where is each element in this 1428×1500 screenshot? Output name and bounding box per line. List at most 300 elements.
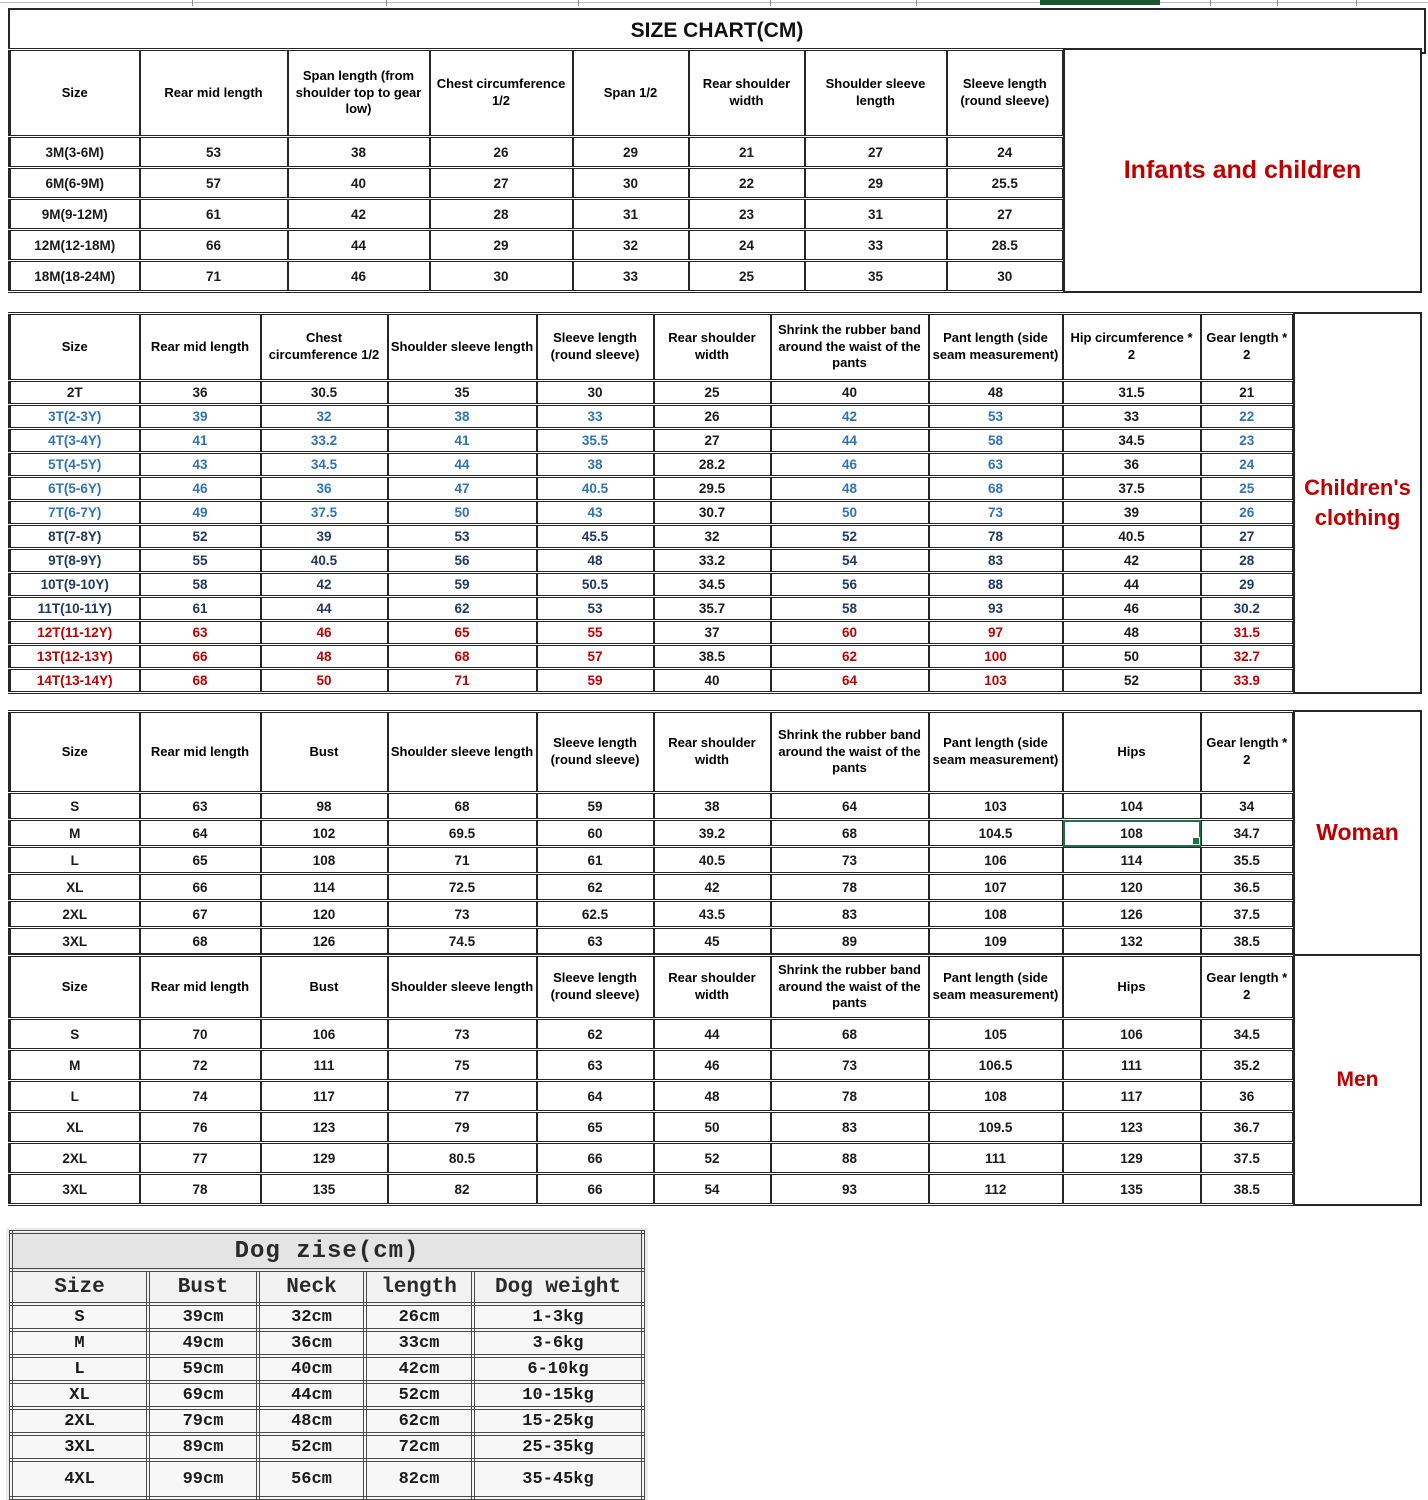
size-label-cell: S (10, 793, 140, 820)
value-cell: 83 (771, 1112, 929, 1143)
woman-size-table (8, 710, 1295, 956)
value-cell: 48 (537, 549, 654, 573)
value-cell: 32 (261, 405, 388, 429)
value-cell: 3-6kg (473, 1330, 643, 1356)
column-header: Rear shoulder width (654, 956, 771, 1019)
value-cell: 36 (140, 381, 261, 405)
value-cell: 65 (537, 1112, 654, 1143)
value-cell: 47 (388, 477, 537, 501)
value-cell: 49cm (148, 1330, 258, 1356)
column-header: Rear mid length (140, 956, 261, 1019)
column-header: Bust (148, 1270, 258, 1304)
selection-border-remnant (1040, 0, 1160, 5)
value-cell: 35.5 (537, 429, 654, 453)
value-cell: 58 (771, 597, 929, 621)
value-cell: 50 (1063, 645, 1201, 669)
column-header: Hip circumference * 2 (1063, 314, 1201, 381)
value-cell: 32.7 (1201, 645, 1294, 669)
value-cell: 88 (929, 573, 1063, 597)
value-cell: 97 (929, 621, 1063, 645)
value-cell: 35 (388, 381, 537, 405)
value-cell: 108 (261, 847, 388, 874)
value-cell: 48 (771, 477, 929, 501)
value-cell: 59cm (148, 1356, 258, 1382)
value-cell: 79cm (148, 1408, 258, 1434)
gridline-tick (1277, 0, 1278, 6)
value-cell: 76 (140, 1112, 261, 1143)
size-label-cell: L (10, 1081, 140, 1112)
value-cell: 27 (654, 429, 771, 453)
value-cell: 35.7 (654, 597, 771, 621)
value-cell: 78 (140, 1174, 261, 1205)
value-cell: 45 (654, 928, 771, 955)
value-cell: 107 (929, 874, 1063, 901)
value-cell: 73 (388, 901, 537, 928)
value-cell: 59 (537, 793, 654, 820)
value-cell: 61 (140, 199, 288, 230)
value-cell: 35 (805, 261, 947, 292)
value-cell: 50 (654, 1112, 771, 1143)
gridline-tick (578, 0, 579, 6)
column-header: Sleeve length (round sleeve) (537, 712, 654, 793)
value-cell: 29 (430, 230, 573, 261)
value-cell: 44 (288, 230, 430, 261)
value-cell: 39 (140, 405, 261, 429)
value-cell: 33cm (365, 1330, 473, 1356)
table-row (10, 793, 1294, 820)
spreadsheet-gridline (0, 2, 1428, 3)
value-cell: 70 (140, 1019, 261, 1050)
value-cell: 15-25kg (473, 1408, 643, 1434)
value-cell: 37.5 (1201, 1143, 1294, 1174)
men-size-table (8, 954, 1295, 1206)
value-cell: 106 (1063, 1019, 1201, 1050)
column-header: Gear length * 2 (1201, 956, 1294, 1019)
value-cell: 102 (261, 820, 388, 847)
column-header: Sleeve length (round sleeve) (537, 956, 654, 1019)
value-cell: 63 (537, 928, 654, 955)
value-cell: 23 (1201, 429, 1294, 453)
value-cell: 74 (140, 1081, 261, 1112)
value-cell: 25.5 (947, 168, 1064, 199)
value-cell: 98 (261, 793, 388, 820)
column-header: Bust (261, 956, 388, 1019)
value-cell: 41 (388, 429, 537, 453)
table-row (10, 874, 1294, 901)
table-row (11, 1304, 643, 1330)
value-cell: 25 (1201, 477, 1294, 501)
column-header: Size (10, 50, 140, 137)
value-cell: 42 (771, 405, 929, 429)
table-row (10, 1174, 1294, 1205)
size-label-cell: XL (10, 874, 140, 901)
table-row (11, 1408, 643, 1434)
value-cell: 40.5 (1063, 525, 1201, 549)
value-cell: 126 (261, 928, 388, 955)
value-cell: 48 (1063, 621, 1201, 645)
value-cell: 60 (537, 820, 654, 847)
infants-section (8, 48, 1422, 293)
value-cell: 42 (261, 573, 388, 597)
value-cell: 77 (388, 1081, 537, 1112)
value-cell: 48 (929, 381, 1063, 405)
size-label-cell: S (11, 1304, 148, 1330)
value-cell: 55 (140, 549, 261, 573)
column-header: Rear mid length (140, 314, 261, 381)
value-cell: 105 (929, 1019, 1063, 1050)
size-label-cell: 9M(9-12M) (10, 199, 140, 230)
value-cell: 40.5 (261, 549, 388, 573)
table-row (10, 820, 1294, 847)
value-cell: 64 (771, 793, 929, 820)
value-cell: 35.2 (1201, 1050, 1294, 1081)
value-cell: 27 (1201, 525, 1294, 549)
value-cell: 106 (261, 1019, 388, 1050)
column-header: Rear shoulder width (689, 50, 805, 137)
size-label-cell: 9T(8-9Y) (10, 549, 140, 573)
column-header: Hips (1063, 956, 1201, 1019)
value-cell: 30 (947, 261, 1064, 292)
value-cell: 73 (388, 1019, 537, 1050)
gridline-tick (916, 0, 917, 6)
value-cell: 44 (771, 429, 929, 453)
value-cell: 53 (140, 137, 288, 168)
value-cell: 37.5 (1063, 477, 1201, 501)
value-cell: 75 (388, 1050, 537, 1081)
table-row (10, 1050, 1294, 1081)
value-cell: 69.5 (388, 820, 537, 847)
value-cell: 27 (947, 199, 1064, 230)
value-cell: 22 (1201, 405, 1294, 429)
column-header: Shoulder sleeve length (805, 50, 947, 137)
value-cell: 50 (261, 669, 388, 693)
value-cell: 93 (929, 597, 1063, 621)
value-cell: 68 (388, 793, 537, 820)
size-label-cell: L (10, 847, 140, 874)
column-header: Shoulder sleeve length (388, 712, 537, 793)
size-label-cell: 11T(10-11Y) (10, 597, 140, 621)
table-row (11, 1382, 643, 1408)
value-cell: 73 (771, 847, 929, 874)
column-header: Hips (1063, 712, 1201, 793)
value-cell: 123 (261, 1112, 388, 1143)
table-row (11, 1356, 643, 1382)
table-row (10, 1143, 1294, 1174)
table-row (10, 549, 1294, 573)
value-cell: 65 (140, 847, 261, 874)
children-section-label: Children's clothing (1293, 312, 1422, 694)
table-row (10, 669, 1294, 693)
value-cell: 120 (1063, 874, 1201, 901)
value-cell: 50.5 (537, 573, 654, 597)
value-cell: 32 (573, 230, 689, 261)
value-cell: 21 (1201, 381, 1294, 405)
value-cell: 68 (140, 928, 261, 955)
value-cell: 52 (771, 525, 929, 549)
column-header: Shrink the rubber band around the waist of the pants (771, 956, 929, 1019)
column-header: Rear mid length (140, 712, 261, 793)
gridline-tick (192, 0, 193, 6)
value-cell: 88 (771, 1143, 929, 1174)
value-cell: 23 (689, 199, 805, 230)
value-cell: 30.2 (1201, 597, 1294, 621)
value-cell: 48 (261, 645, 388, 669)
value-cell: 34.5 (1201, 1019, 1294, 1050)
value-cell: 22 (689, 168, 805, 199)
value-cell: 68 (929, 477, 1063, 501)
value-cell: 49 (140, 501, 261, 525)
column-header: Rear shoulder width (654, 712, 771, 793)
infants-section-label: Infants and children (1063, 48, 1422, 293)
size-label-cell: 12T(11-12Y) (10, 621, 140, 645)
value-cell: 50 (388, 501, 537, 525)
value-cell: 120 (261, 901, 388, 928)
value-cell: 129 (1063, 1143, 1201, 1174)
value-cell: 67 (140, 901, 261, 928)
column-header: Neck (258, 1270, 365, 1304)
size-label-cell: 7T(6-7Y) (10, 501, 140, 525)
children-size-table (8, 312, 1295, 694)
column-header: Size (11, 1270, 148, 1304)
value-cell: 62.5 (537, 901, 654, 928)
value-cell: 99cm (148, 1460, 258, 1498)
value-cell: 63 (929, 453, 1063, 477)
value-cell: 28 (430, 199, 573, 230)
value-cell: 77 (140, 1143, 261, 1174)
column-header: Span length (from shoulder top to gear low) (288, 50, 430, 137)
value-cell: 93 (771, 1174, 929, 1205)
table-row (10, 477, 1294, 501)
table-row (10, 621, 1294, 645)
value-cell: 43 (140, 453, 261, 477)
value-cell: 24 (947, 137, 1064, 168)
value-cell: 56 (388, 549, 537, 573)
column-header: Size (10, 314, 140, 381)
value-cell: 62 (537, 874, 654, 901)
dog-size-table (9, 1230, 645, 1500)
value-cell: 66 (537, 1143, 654, 1174)
value-cell: 28.2 (654, 453, 771, 477)
value-cell: 68 (771, 820, 929, 847)
column-header: Gear length * 2 (1201, 314, 1294, 381)
value-cell: 109 (929, 928, 1063, 955)
value-cell: 40 (654, 669, 771, 693)
value-cell: 54 (654, 1174, 771, 1205)
value-cell: 25-35kg (473, 1434, 643, 1460)
size-label-cell: M (10, 820, 140, 847)
value-cell: 54 (771, 549, 929, 573)
value-cell: 33 (805, 230, 947, 261)
size-label-cell: 4T(3-4Y) (10, 429, 140, 453)
value-cell: 63 (140, 793, 261, 820)
value-cell: 61 (537, 847, 654, 874)
value-cell: 36.7 (1201, 1112, 1294, 1143)
size-label-cell: L (11, 1356, 148, 1382)
gridline-tick (1356, 0, 1357, 6)
value-cell: 39.2 (654, 820, 771, 847)
value-cell: 33.2 (261, 429, 388, 453)
table-row (10, 525, 1294, 549)
value-cell: 37 (654, 621, 771, 645)
value-cell: 29 (1201, 573, 1294, 597)
table-row (10, 573, 1294, 597)
table-row (10, 453, 1294, 477)
value-cell: 82 (388, 1174, 537, 1205)
value-cell: 111 (1063, 1050, 1201, 1081)
column-header: Chest circumference 1/2 (261, 314, 388, 381)
value-cell: 38 (288, 137, 430, 168)
value-cell: 135 (1063, 1174, 1201, 1205)
value-cell: 103 (929, 793, 1063, 820)
size-label-cell: 3M(3-6M) (10, 137, 140, 168)
value-cell: 10-15kg (473, 1382, 643, 1408)
column-header: Pant length (side seam measurement) (929, 712, 1063, 793)
value-cell: 35.5 (1201, 847, 1294, 874)
men-section-label: Men (1293, 954, 1422, 1206)
value-cell: 26 (1201, 501, 1294, 525)
value-cell: 31 (805, 199, 947, 230)
value-cell: 39 (261, 525, 388, 549)
size-label-cell: 3XL (10, 928, 140, 955)
value-cell: 64 (771, 669, 929, 693)
value-cell: 68 (771, 1019, 929, 1050)
value-cell: 123 (1063, 1112, 1201, 1143)
table-row (11, 1460, 643, 1498)
value-cell: 63 (537, 1050, 654, 1081)
value-cell: 35-45kg (473, 1460, 643, 1498)
value-cell: 43.5 (654, 901, 771, 928)
value-cell: 33 (1063, 405, 1201, 429)
gridline-tick (1210, 0, 1211, 6)
value-cell: 39 (1063, 501, 1201, 525)
value-cell: 56 (771, 573, 929, 597)
value-cell: 38.5 (1201, 1174, 1294, 1205)
value-cell: 64 (537, 1081, 654, 1112)
value-cell: 59 (537, 669, 654, 693)
value-cell: 62cm (365, 1408, 473, 1434)
size-label-cell: XL (10, 1112, 140, 1143)
value-cell: 135 (261, 1174, 388, 1205)
value-cell: 68 (388, 645, 537, 669)
value-cell: 34 (1201, 793, 1294, 820)
value-cell: 71 (388, 669, 537, 693)
value-cell: 73 (929, 501, 1063, 525)
value-cell: 55 (537, 621, 654, 645)
woman-section (8, 710, 1422, 956)
value-cell: 109.5 (929, 1112, 1063, 1143)
value-cell: 46 (288, 261, 430, 292)
value-cell: 48cm (258, 1408, 365, 1434)
value-cell: 40.5 (654, 847, 771, 874)
value-cell: 71 (140, 261, 288, 292)
value-cell: 30 (573, 168, 689, 199)
value-cell: 72cm (365, 1434, 473, 1460)
value-cell: 38.5 (654, 645, 771, 669)
value-cell: 44cm (258, 1382, 365, 1408)
value-cell: 114 (1063, 847, 1201, 874)
table-row (10, 405, 1294, 429)
value-cell: 30.5 (261, 381, 388, 405)
value-cell: 53 (929, 405, 1063, 429)
table-row (10, 381, 1294, 405)
size-label-cell: 3T(2-3Y) (10, 405, 140, 429)
table-row (10, 847, 1294, 874)
value-cell: 44 (261, 597, 388, 621)
size-label-cell: 2XL (10, 901, 140, 928)
value-cell: 42 (1063, 549, 1201, 573)
value-cell: 66 (537, 1174, 654, 1205)
size-label-cell: 13T(12-13Y) (10, 645, 140, 669)
value-cell: 65 (388, 621, 537, 645)
value-cell: 24 (689, 230, 805, 261)
table-row (10, 1112, 1294, 1143)
value-cell: 63 (140, 621, 261, 645)
table-row (10, 645, 1294, 669)
value-cell: 53 (388, 525, 537, 549)
page-title: SIZE CHART(CM) (8, 8, 1426, 54)
value-cell: 31 (573, 199, 689, 230)
value-cell: 71 (388, 847, 537, 874)
value-cell: 57 (537, 645, 654, 669)
value-cell: 66 (140, 874, 261, 901)
column-header: Chest circumference 1/2 (430, 50, 573, 137)
value-cell: 78 (771, 874, 929, 901)
value-cell: 64 (140, 820, 261, 847)
value-cell: 52cm (365, 1382, 473, 1408)
value-cell: 41 (140, 429, 261, 453)
value-cell: 132 (1063, 928, 1201, 955)
value-cell: 66 (140, 645, 261, 669)
column-header: Shrink the rubber band around the waist of the pants (771, 712, 929, 793)
value-cell: 62 (537, 1019, 654, 1050)
size-label-cell: 6M(6-9M) (10, 168, 140, 199)
size-label-cell: XL (11, 1382, 148, 1408)
value-cell: 28 (1201, 549, 1294, 573)
size-label-cell: M (11, 1330, 148, 1356)
table-row (11, 1330, 643, 1356)
value-cell: 111 (929, 1143, 1063, 1174)
column-header: Rear mid length (140, 50, 288, 137)
woman-section-label: Woman (1293, 710, 1422, 956)
value-cell: 25 (689, 261, 805, 292)
value-cell: 34.5 (1063, 429, 1201, 453)
value-cell: 57 (140, 168, 288, 199)
value-cell: 36cm (258, 1330, 365, 1356)
value-cell: 62 (771, 645, 929, 669)
value-cell: 1-3kg (473, 1304, 643, 1330)
value-cell: 42 (654, 874, 771, 901)
value-cell: 36 (1201, 1081, 1294, 1112)
value-cell: 72 (140, 1050, 261, 1081)
value-cell: 44 (388, 453, 537, 477)
value-cell: 50 (771, 501, 929, 525)
table-row (10, 928, 1294, 955)
column-header: Shrink the rubber band around the waist of the pants (771, 314, 929, 381)
size-label-cell: 8T(7-8Y) (10, 525, 140, 549)
column-header: Span 1/2 (573, 50, 689, 137)
value-cell: 60 (771, 621, 929, 645)
value-cell: 66 (140, 230, 288, 261)
value-cell: 106.5 (929, 1050, 1063, 1081)
value-cell: 117 (1063, 1081, 1201, 1112)
value-cell: 33 (537, 405, 654, 429)
value-cell: 40.5 (537, 477, 654, 501)
value-cell: 52 (1063, 669, 1201, 693)
size-label-cell: 2T (10, 381, 140, 405)
value-cell: 43 (537, 501, 654, 525)
size-label-cell: 2XL (10, 1143, 140, 1174)
value-cell: 37.5 (261, 501, 388, 525)
